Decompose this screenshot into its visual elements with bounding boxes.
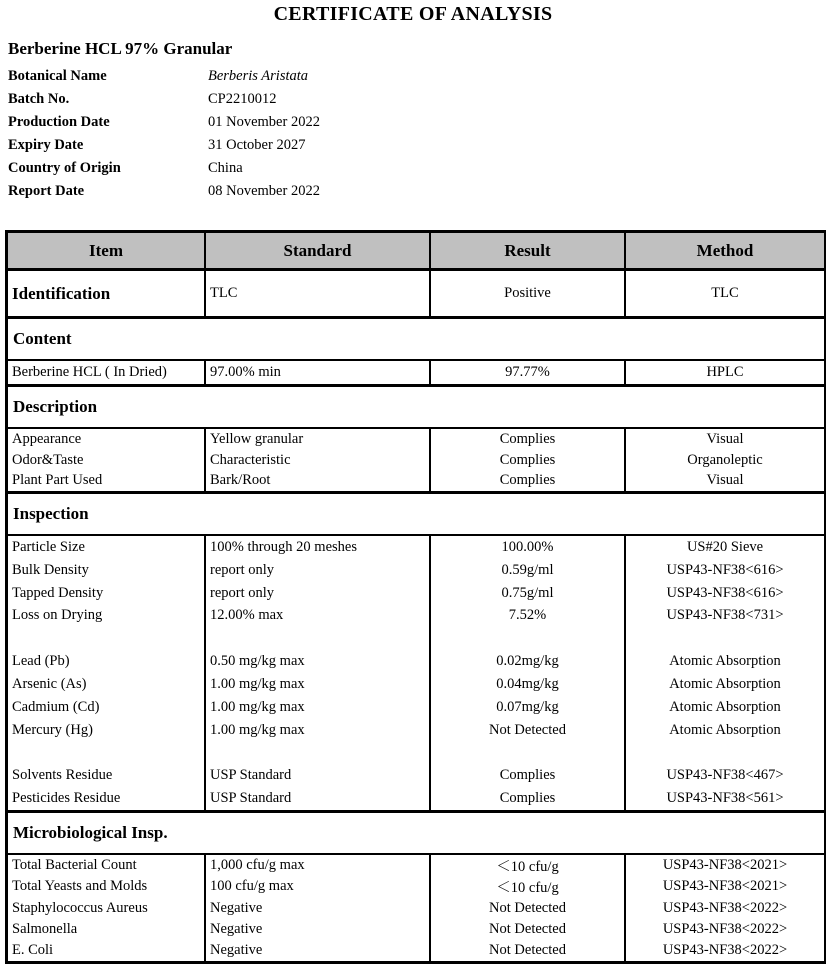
table-cell: Complies [431,764,626,787]
table-row [8,876,824,897]
table-cell: 0.50 mg/kg max [206,650,431,673]
table-cell: report only [206,559,431,582]
table-cell: Bark/Root [206,470,431,491]
table-row [8,604,824,627]
table-row [8,536,824,559]
table-cell: Atomic Absorption [669,698,781,715]
table-cell: Yellow granular [206,429,431,450]
table-row [8,650,824,673]
table-row [8,429,824,450]
table-row [8,627,824,650]
table-cell: Total Bacterial Count [8,855,206,876]
table-header-row [8,233,824,271]
table-cell: Atomic Absorption [669,675,781,692]
table-cell: Staphylococcus Aureus [8,897,206,918]
table-cell: Negative [206,940,431,961]
table-cell: Particle Size [8,536,206,559]
table-cell: Pesticides Residue [8,787,206,810]
table-block-content [8,361,824,387]
table-cell [206,627,431,650]
table-cell [206,741,431,764]
info-row [8,180,826,203]
table-cell: 1.00 mg/kg max [206,719,431,742]
table-cell: 97.00% min [206,361,431,384]
info-value: 31 October 2027 [208,137,306,153]
table-cell: Tapped Density [8,582,206,605]
table-row [8,470,824,491]
coa-table [5,230,826,964]
table-cell: Arsenic (As) [8,673,206,696]
table-row [8,361,824,384]
table-cell: Complies [431,470,626,491]
table-cell: Complies [431,787,626,810]
table-cell: USP43-NF38<731> [666,607,784,624]
table-cell: USP43-NF38<2021> [662,878,788,895]
table-cell: USP43-NF38<2022> [662,899,788,916]
info-row [8,157,826,180]
table-cell: USP43-NF38<561> [666,790,784,807]
table-cell: 100.00% [431,536,626,559]
table-row [8,559,824,582]
header-cell-result: Result [431,233,626,268]
table-cell: Appearance [8,429,206,450]
table-row [8,764,824,787]
table-row [8,450,824,471]
table-cell: Salmonella [8,919,206,940]
table-body [8,271,824,961]
table-block-identification [8,271,824,319]
table-cell: USP43-NF38<2021> [662,857,788,874]
table-cell: Organoleptic [687,451,763,468]
table-cell: USP43-NF38<467> [666,767,784,784]
header-cell-method: Method [696,240,754,260]
info-value: China [208,160,243,176]
table-row [8,673,824,696]
table-row [8,787,824,810]
table-cell [626,741,824,764]
info-label: Report Date [8,183,85,199]
document-title: CERTIFICATE OF ANALYSIS [273,3,553,25]
table-cell: 0.07mg/kg [431,696,626,719]
table-cell: 0.04mg/kg [431,673,626,696]
section-header-inspection: Inspection [8,494,824,536]
info-list [8,65,826,203]
table-cell: Not Detected [431,897,626,918]
table-cell [8,627,206,650]
info-row [8,88,826,111]
info-row [8,111,826,134]
header-cell-standard: Standard [206,233,431,268]
section-header-microbiological: Microbiological Insp. [8,813,824,855]
table-cell: USP43-NF38<616> [666,561,784,578]
table-row [8,855,824,876]
table-row [8,696,824,719]
info-value: 08 November 2022 [208,183,320,199]
info-row [8,134,826,157]
table-row [8,719,824,742]
table-cell: 0.02mg/kg [431,650,626,673]
table-cell: USP Standard [206,764,431,787]
table-cell: Berberine HCL ( In Dried) [8,361,206,384]
header-cell-item: Item [8,233,206,268]
table-cell: Loss on Drying [8,604,206,627]
table-cell: Complies [431,429,626,450]
info-label: Botanical Name [8,68,107,84]
table-block-inspection [8,536,824,813]
table-cell: 12.00% max [206,604,431,627]
table-cell: Not Detected [431,940,626,961]
info-label: Country of Origin [8,160,121,176]
table-row [8,919,824,940]
table-cell: ＜10 cfu/g [431,876,626,897]
table-cell: Bulk Density [8,559,206,582]
table-cell: Not Detected [431,919,626,940]
table-cell: TLC [711,285,739,301]
table-cell: E. Coli [8,940,206,961]
table-cell: Positive [431,271,626,316]
table-cell: Total Yeasts and Molds [8,876,206,897]
info-row [8,65,826,88]
table-row [8,582,824,605]
table-cell: Mercury (Hg) [8,719,206,742]
table-cell: 97.77% [431,361,626,384]
table-cell: TLC [206,271,431,316]
table-cell: 0.75g/ml [431,582,626,605]
table-cell: Negative [206,919,431,940]
table-cell: 1.00 mg/kg max [206,696,431,719]
table-cell: Atomic Absorption [669,721,781,738]
table-cell: 7.52% [431,604,626,627]
product-name: Berberine HCL 97% Granular [8,39,233,58]
section-header-content: Content [8,319,824,361]
table-cell: Negative [206,897,431,918]
table-cell: US#20 Sieve [686,538,764,555]
table-cell: Complies [431,450,626,471]
table-cell: Visual [706,430,744,447]
section-header-description: Description [8,387,824,429]
table-row [8,897,824,918]
table-cell: Atomic Absorption [669,653,781,670]
table-cell: Cadmium (Cd) [8,696,206,719]
table-cell: USP Standard [206,787,431,810]
table-cell: Characteristic [206,450,431,471]
table-cell: USP43-NF38<616> [666,584,784,601]
table-row [8,940,824,961]
table-cell: Lead (Pb) [8,650,206,673]
table-cell: 1.00 mg/kg max [206,673,431,696]
info-label: Expiry Date [8,137,84,153]
table-block-microbiological [8,855,824,961]
table-cell [431,741,626,764]
table-cell: 100% through 20 meshes [206,536,431,559]
info-label: Batch No. [8,91,70,107]
table-block-description [8,429,824,494]
table-cell: Odor&Taste [8,450,206,471]
info-value: CP2210012 [208,91,277,107]
table-cell: Plant Part Used [8,470,206,491]
table-cell: report only [206,582,431,605]
table-row [8,741,824,764]
info-value: Berberis Aristata [208,68,309,84]
table-cell: Solvents Residue [8,764,206,787]
table-row [8,271,824,316]
table-cell [626,627,824,650]
table-cell: Identification [8,271,206,316]
table-cell: Visual [706,472,744,489]
table-cell: 0.59g/ml [431,559,626,582]
table-cell: Not Detected [431,719,626,742]
table-cell: USP43-NF38<2022> [662,941,788,958]
info-label: Production Date [8,114,110,130]
table-cell: 1,000 cfu/g max [206,855,431,876]
info-value: 01 November 2022 [208,114,320,130]
table-cell: HPLC [706,364,744,380]
table-cell [431,627,626,650]
table-cell: 100 cfu/g max [206,876,431,897]
table-cell: USP43-NF38<2022> [662,920,788,937]
table-cell [8,741,206,764]
table-cell: ＜10 cfu/g [431,855,626,876]
